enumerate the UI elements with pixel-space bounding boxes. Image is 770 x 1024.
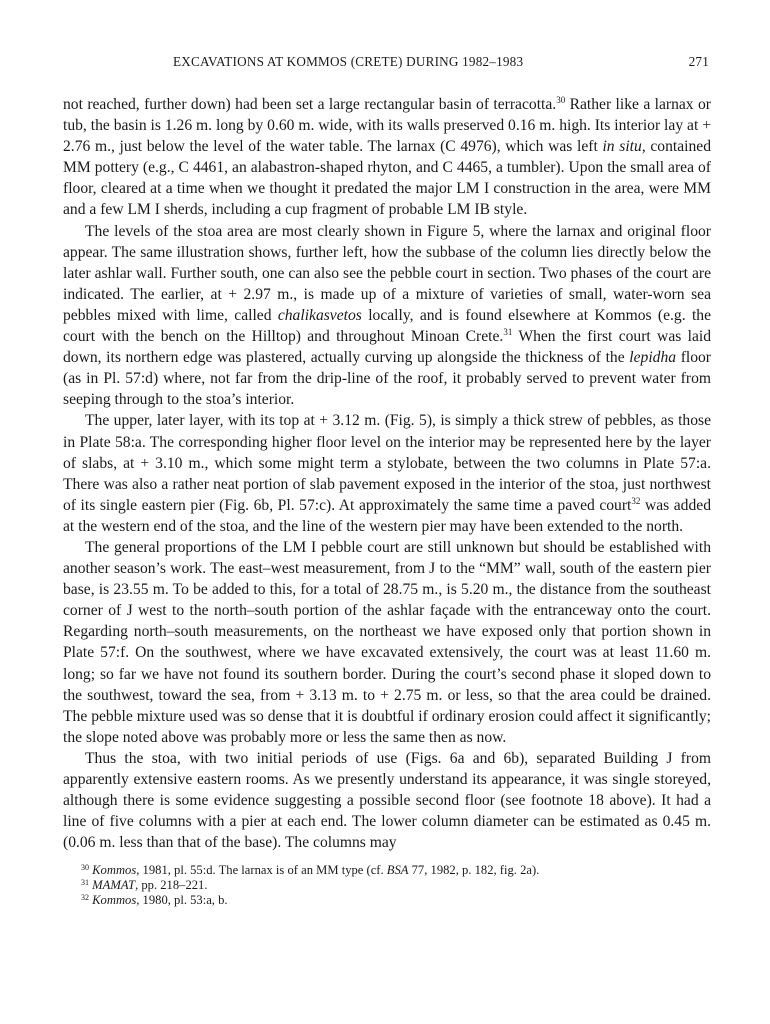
footnote-marker: 31 <box>503 327 513 338</box>
footnotes <box>63 863 711 908</box>
text-run: not reached, further down) had been set a large rectangular basin of terracotta. <box>63 96 557 113</box>
footnote-marker: 31 <box>81 878 89 888</box>
footnote-marker: 32 <box>631 495 641 506</box>
italic-term: chalikasvetos <box>277 306 362 324</box>
italic-term: in situ <box>602 138 642 156</box>
footnote-30 <box>63 863 711 878</box>
italic-term: lepidha <box>629 349 677 367</box>
paragraph-1 <box>63 94 711 221</box>
footnote-marker: 30 <box>81 863 89 873</box>
body-text <box>63 94 711 853</box>
running-head <box>63 54 711 74</box>
footnote-marker: 30 <box>556 95 566 105</box>
italic-term: Kommos <box>92 893 137 908</box>
text-run: , contained MM pottery (e.g., C 4461, an alabastron-shaped rhyton, and C 4465, a tumbler). Upon the small area of floor, cleared at a time when we thought it predated the major LM I construction in the area, were MM and a few LM I sherds, including a cup fragment of probable LM IB style. <box>63 138 712 219</box>
text-run: was added at the western end of the stoa, and the line of the western pier may have been extended to the north. <box>63 496 711 535</box>
text-run: , pp. 218–221. <box>135 878 208 893</box>
page-number: 271 <box>688 54 709 69</box>
italic-term: BSA <box>386 863 409 878</box>
running-title: EXCAVATIONS AT KOMMOS (CRETE) DURING 1982–1983 <box>173 54 524 69</box>
text-run: Rather like a larnax or tub, the basin is 1.26 m. long by 0.60 m. wide, with its walls preserved 0.16 m. high. Its interior lay at + 2.76 m., just below the level of the water table. The larnax (C 4976), which was left <box>63 96 711 156</box>
text-run: When the first court was laid down, its northern edge was plastered, actually curving up alongside the thickness of the <box>63 328 711 367</box>
text-run: , 1981, pl. 55:d. The larnax is of an MM type (cf. <box>136 863 387 878</box>
footnote-marker: 32 <box>81 893 89 903</box>
paragraph-4 <box>63 537 711 748</box>
italic-term: Kommos <box>92 863 137 878</box>
document-page <box>63 54 711 908</box>
text-run: Thus the stoa, with two initial periods of use (Figs. 6a and 6b), separated Building J from apparently extensive eastern rooms. As we presently understand its appearance, it was single storeyed, although there is some evidence suggesting a possible second floor (see footnote 18 above). It had a line of five columns with a pier at each end. The lower column diameter can be estimated as 0.45 m. (0.06 m. less than that of the base). The columns may <box>63 749 711 852</box>
footnote-32 <box>63 893 711 908</box>
text-run: floor (as in Pl. 57:d) where, not far from the drip-line of the roof, it probably served to prevent water from seeping through to the stoa’s interior. <box>63 349 712 409</box>
text-run: The general proportions of the LM I pebble court are still unknown but should be established with another season’s work. The east–west measurement, from J to the “MM” wall, south of the eastern pier base, is 23.55 m. To be added to this, for a total of 28.75 m., is 5.20 m., the distance from the southeast corner of J west to the north–south portion of the ashlar façade with the entranceway onto the court. Regarding north–south measurements, on the northeast we have exposed only that portion shown in Plate 57:f. On the southwest, where we have excavated extensively, the court was at least 11.60 m. long; so far we have not found its southern border. During the court’s second phase it sloped down to the southwest, toward the sea, from + 3.13 m. to + 2.75 m. or less, so that the area could be drained. The pebble mixture used was so dense that it is doubtful if ordinary erosion could affect it significantly; the slope noted above was probably more or less the same then as now. <box>63 538 711 746</box>
italic-term: MAMAT <box>92 878 136 893</box>
text-run: , 1980, pl. 53:a, b. <box>136 893 228 908</box>
text-run: 77, 1982, p. 182, fig. 2a). <box>408 863 540 878</box>
text-run: The levels of the stoa area are most clearly shown in Figure 5, where the larnax and original floor appear. The same illustration shows, further left, how the subbase of the column lies directly below the later ashlar wall. Further south, one can also see the pebble court in section. Two phases of the court are indicated. The earlier, at + 2.97 m., is made up of a mixture of varieties of small, water-worn sea pebbles mixed with lime, called <box>63 222 711 324</box>
paragraph-3 <box>63 410 711 537</box>
paragraph-2 <box>63 221 711 411</box>
text-run: locally, and is found elsewhere at Kommos (e.g. the court with the bench on the Hilltop) and throughout Minoan Crete. <box>63 306 711 346</box>
paragraph-5 <box>63 748 711 853</box>
footnote-31 <box>63 878 711 893</box>
text-run: The upper, later layer, with its top at + 3.12 m. (Fig. 5), is simply a thick strew of pebbles, as those in Plate 58:a. The corresponding higher floor level on the interior may be represented here by the layer of slabs, at + 3.10 m., which some might term a stylobate, between the two columns in Plate 57:a. There was also a rather neat portion of slab pavement exposed in the interior of the stoa, just northwest of its single eastern pier (Fig. 6b, Pl. 57:c). At approximately the same time a paved court <box>63 412 711 514</box>
